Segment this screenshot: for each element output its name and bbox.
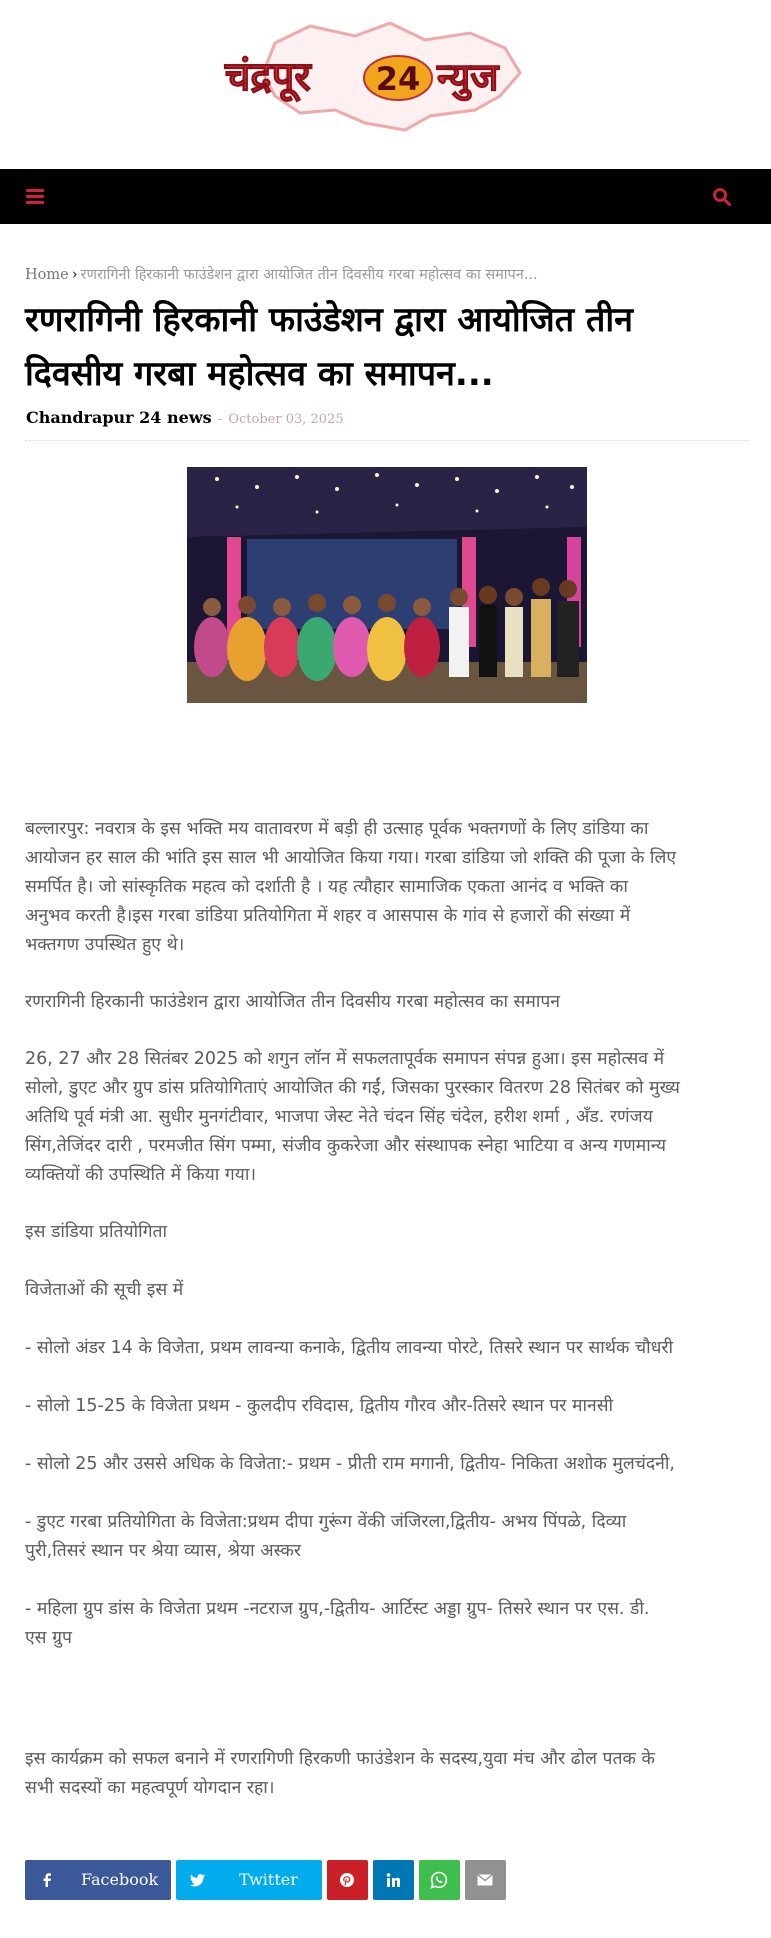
share-twitter-button[interactable] bbox=[176, 1860, 322, 1900]
article-line: - सोलो 15-25 के विजेता प्रथम - कुलदीप रविदास, द्वितीय गौरव और-तिसरे स्थान पर मानसी bbox=[25, 1396, 614, 1416]
logo-text-left: चंद्रपूर bbox=[225, 54, 311, 100]
article-line: इस कार्यक्रम को सफल बनाने में रणरागिणी हिरकणी फाउंडेशन के सदस्य,युवा मंच और ढोल पतक के bbox=[25, 1749, 655, 1769]
envelope-icon bbox=[475, 1870, 495, 1890]
share-email-button[interactable] bbox=[465, 1860, 506, 1900]
article-line: - सोलो 25 और उससे अधिक के विजेता:- प्रथम - प्रीती राम मगानी, द्वितीय- निकिता अशोक मुलचंदनी, bbox=[25, 1454, 675, 1474]
article-paragraph bbox=[25, 988, 755, 1017]
breadcrumb bbox=[25, 264, 538, 284]
article-line: - महिला ग्रुप डांस के विजेता प्रथम -नटराज ग्रुप,-द्वितीय- आर्टिस्ट अड्डा ग्रुप- तिसरे स्थान पर एस. डी. bbox=[25, 1599, 650, 1619]
article-line: सोलो, डुएट और ग्रुप डांस प्रतियोगिताएं आयोजित की गईं, जिसका पुरस्कार वितरण 28 सितंबर को मुख्य bbox=[25, 1078, 680, 1098]
article-featured-image[interactable] bbox=[187, 467, 587, 703]
article-line: सभी सदस्यों का महत्वपूर्ण योगदान रहा। bbox=[25, 1778, 275, 1798]
share-whatsapp-button[interactable] bbox=[419, 1860, 460, 1900]
author-link[interactable]: Chandrapur 24 news bbox=[26, 408, 212, 427]
logo-number: 24 bbox=[375, 60, 421, 98]
share-twitter-label: Twitter bbox=[239, 1870, 298, 1889]
article-line: इस डांडिया प्रतियोगिता bbox=[25, 1222, 168, 1242]
article-line: विजेताओं की सूची इस में bbox=[25, 1280, 184, 1300]
article-line: आयोजन हर साल की भांति इस साल भी आयोजित किया गया। गरबा डांडिया जो शक्ति की पूजा के लिए bbox=[25, 848, 677, 868]
article-line: 26, 27 और 28 सितंबर 2025 को शगुन लॉन में सफलतापूर्वक समापन संपन्न हुआ। इस महोत्सव में bbox=[25, 1049, 665, 1069]
article-title-line: रणरागिनी हिरकानी फाउंडेशन द्वारा आयोजित तीन bbox=[25, 300, 634, 340]
article-line: व्यक्तियों की उपस्थिति में किया गया। bbox=[25, 1165, 256, 1185]
share-facebook-label: Facebook bbox=[81, 1870, 159, 1889]
article-line: भक्तगण उपस्थित हुए थे। bbox=[25, 935, 185, 955]
article-paragraph bbox=[25, 815, 755, 960]
share-pinterest-button[interactable] bbox=[327, 1860, 368, 1900]
share-facebook-button[interactable] bbox=[25, 1860, 171, 1900]
meta-divider bbox=[25, 440, 749, 441]
article-line: बल्लारपुर: नवरात्र के इस भक्ति मय वातावरण में बड़ी ही उत्साह पूर्वक भक्तगणों के लिए डांडिया का bbox=[25, 819, 649, 839]
article-line: अनुभव करती है।इस गरबा डांडिया प्रतियोगिता में शहर व आसपास के गांव से हजारों की संख्या में bbox=[25, 906, 631, 926]
share-linkedin-button[interactable] bbox=[373, 1860, 414, 1900]
breadcrumb-home-link[interactable]: Home bbox=[25, 267, 69, 283]
article-line: पुरी,तिसरं स्थान पर श्रेया व्यास, श्रेया अस्कर bbox=[25, 1541, 302, 1561]
article-meta bbox=[26, 408, 344, 427]
article-line: रणरागिनी हिरकानी फाउंडेशन द्वारा आयोजित तीन दिवसीय गरबा महोत्सव का समापन bbox=[25, 992, 561, 1012]
article-paragraph bbox=[25, 1392, 755, 1421]
pinterest-icon bbox=[337, 1870, 357, 1890]
article-title-line: दिवसीय गरबा महोत्सव का समापन... bbox=[25, 354, 494, 394]
article-title bbox=[25, 293, 750, 401]
logo-text-right: न्युज bbox=[437, 55, 499, 99]
article-paragraph bbox=[25, 1595, 755, 1653]
nav-bar bbox=[0, 169, 771, 224]
whatsapp-icon bbox=[429, 1870, 449, 1890]
publish-date[interactable]: October 03, 2025 bbox=[228, 412, 344, 427]
twitter-icon bbox=[188, 1870, 208, 1890]
article-paragraph bbox=[25, 1508, 755, 1566]
article-line: एस ग्रुप bbox=[25, 1628, 72, 1648]
article-paragraph bbox=[25, 1745, 755, 1803]
hamburger-icon[interactable] bbox=[26, 189, 44, 204]
article-paragraph bbox=[25, 1045, 755, 1190]
facebook-icon bbox=[37, 1870, 57, 1890]
article-paragraph bbox=[25, 1276, 755, 1305]
article-line: समर्पित है। जो सांस्कृतिक महत्व को दर्शाती है । यह त्यौहार सामाजिक एकता आनंद व भक्ति का bbox=[25, 877, 628, 897]
site-logo[interactable] bbox=[215, 18, 560, 138]
article-paragraph bbox=[25, 1450, 755, 1479]
article-line: - सोलो अंडर 14 के विजेता, प्रथम लावन्या कनाके, द्वितीय लावन्या पोरटे, तिसरे स्थान पर सार्थक चौधरी bbox=[25, 1338, 674, 1358]
breadcrumb-separator: › bbox=[71, 266, 78, 283]
site-header bbox=[0, 0, 771, 169]
article-paragraph bbox=[25, 1334, 755, 1363]
search-icon[interactable] bbox=[712, 187, 732, 207]
meta-separator: - bbox=[217, 411, 223, 427]
article-line: सिंग,तेजिंदर दारी , परमजीत सिंग पम्मा, संजीव कुकरेजा और संस्थापक स्नेहा भाटिया व अन्य गणमान्य bbox=[25, 1136, 667, 1156]
article-line: अतिथि पूर्व मंत्री आ. सुधीर मुनगंटीवार, भाजपा जेस्ट नेते चंदन सिंह चंदेल, हरीश शर्मा , अँड. रणंजय bbox=[25, 1107, 653, 1127]
linkedin-icon bbox=[383, 1870, 403, 1890]
article-line: - डुएट गरबा प्रतियोगिता के विजेता:प्रथम दीपा गुरूंग वेंकी जंजिरला,द्वितीय- अभय पिंपळे, दिव्या bbox=[25, 1512, 627, 1532]
breadcrumb-current: रणरागिनी हिरकानी फाउंडेशन द्वारा आयोजित तीन दिवसीय गरबा महोत्सव का समापन... bbox=[80, 267, 538, 283]
article-paragraph bbox=[25, 1218, 755, 1247]
